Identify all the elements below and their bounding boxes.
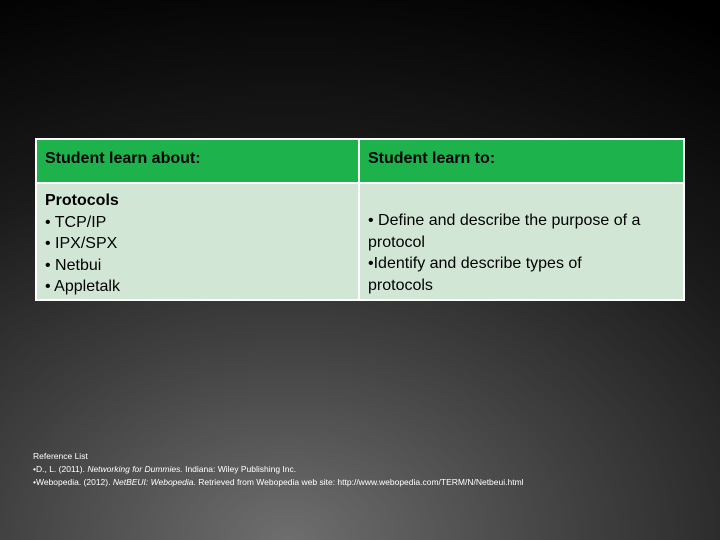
list-item: • IPX/SPX [45, 235, 118, 252]
ref1-suffix: Indiana: Wiley Publishing Inc. [182, 464, 297, 474]
header-learn-about [36, 139, 359, 183]
list-item: • TCP/IP [45, 213, 107, 231]
ref2-suffix: Retrieved from Webopedia web site: http://www.webopedia.com/TERM/N/Netbeui.html [195, 477, 524, 487]
header-learn-about-text: Student learn about: [45, 150, 201, 167]
table-body-row [36, 183, 684, 300]
cell-learn-about [36, 183, 359, 300]
learn-to-line: protocol [368, 233, 425, 251]
header-learn-to [359, 139, 684, 183]
list-item: • Appletalk [45, 278, 120, 295]
reference-heading: Reference List [33, 451, 88, 461]
table-header-row [36, 139, 684, 183]
ref2-prefix: •Webopedia. (2012). [33, 477, 113, 487]
learn-to-line: •Identify and describe types of [368, 255, 582, 272]
reference-list [33, 450, 683, 489]
ref2-title: NetBEUI: Webopedia. [112, 477, 196, 487]
reference-item [33, 463, 683, 476]
cell-learn-to [359, 183, 684, 300]
ref1-title: Networking for Dummies. [87, 464, 183, 474]
reference-item [33, 476, 683, 489]
header-learn-to-text: Student learn to: [368, 150, 496, 167]
list-item: • Netbui [45, 256, 102, 274]
protocols-title: Protocols [45, 192, 119, 209]
learn-to-line: protocols [368, 276, 433, 294]
content-table [35, 138, 685, 301]
learn-to-line: • Define and describe the purpose of a [368, 212, 641, 229]
ref1-prefix: •D., L. (2011). [33, 464, 88, 474]
